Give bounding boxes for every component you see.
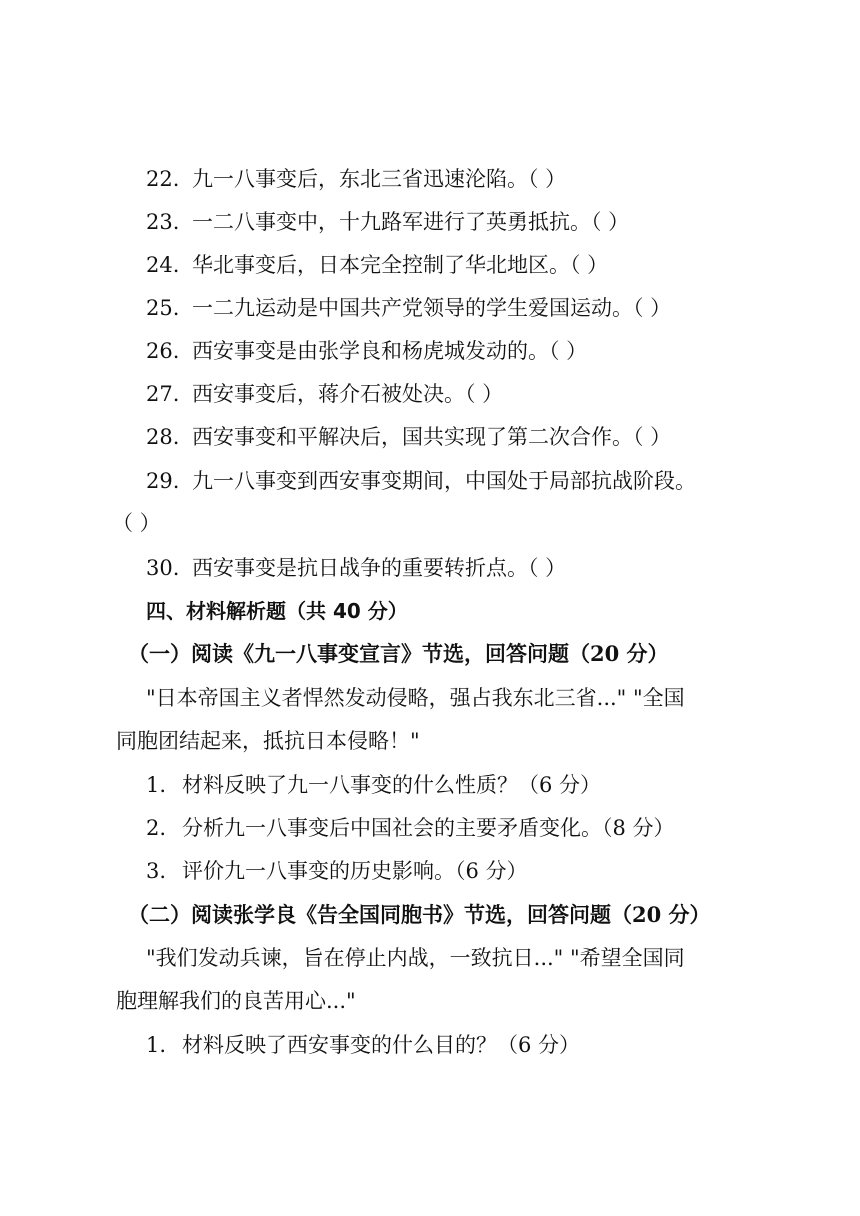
question-29-continuation: （ ）: [112, 511, 161, 535]
question-number: 30.: [146, 556, 180, 580]
part-1-question-3: [0, 856, 860, 886]
question-text: 分析九一八事变后中国社会的主要矛盾变化。（8 分）: [182, 816, 675, 840]
question-29: [0, 466, 860, 496]
question-number: 3.: [146, 859, 167, 883]
question-number: 1.: [146, 1033, 167, 1057]
question-number: 1.: [146, 773, 167, 797]
part-1-title: （一）阅读《九一八事变宣言》节选，回答问题（20 分）: [128, 641, 669, 666]
question-text: 材料反映了西安事变的什么目的？（6 分）: [182, 1033, 581, 1057]
question-text: 西安事变是由张学良和杨虎城发动的。（ ）: [192, 339, 588, 363]
question-text: 材料反映了九一八事变的什么性质？（6 分）: [182, 773, 602, 797]
question-number: 27.: [146, 382, 180, 406]
part-2-title: （二）阅读张学良《告全国同胞书》节选，回答问题（20 分）: [128, 902, 711, 927]
question-text: 西安事变后，蒋介石被处决。（ ）: [192, 382, 504, 406]
question-text: 华北事变后，日本完全控制了华北地区。（ ）: [192, 253, 609, 277]
part-2-quote-line-1: "我们发动兵谏，旨在停止内战，一致抗日..." "希望全国同: [146, 946, 685, 970]
question-number: 24.: [146, 253, 180, 277]
part-1-question-1: [0, 770, 860, 800]
question-number: 25.: [146, 296, 180, 320]
part-2-question-1: [0, 1030, 860, 1060]
question-28: [0, 422, 860, 452]
question-text: 一二八事变中，十九路军进行了英勇抵抗。（ ）: [192, 210, 630, 234]
question-text: 九一八事变后，东北三省迅速沦陷。（ ）: [192, 167, 567, 191]
question-27: [0, 379, 860, 409]
question-number: 26.: [146, 339, 180, 363]
section-heading: 四、材料解析题（共 40 分）: [146, 599, 408, 623]
question-number: 23.: [146, 210, 180, 234]
part-1-quote-line-2: 同胞团结起来，抵抗日本侵略！": [116, 729, 420, 753]
part-1-question-2: [0, 813, 860, 843]
question-number: 22.: [146, 167, 180, 191]
question-23: [0, 207, 860, 237]
question-text: 西安事变和平解决后，国共实现了第二次合作。（ ）: [192, 425, 672, 449]
question-number: 28.: [146, 425, 180, 449]
part-2-quote-line-2: 胞理解我们的良苦用心...": [116, 989, 356, 1013]
question-25: [0, 293, 860, 323]
question-text: 西安事变是抗日战争的重要转折点。（ ）: [192, 556, 567, 580]
question-30: [0, 553, 860, 583]
question-text: 九一八事变到西安事变期间，中国处于局部抗战阶段。: [192, 469, 696, 493]
question-number: 2.: [146, 816, 167, 840]
question-text: 评价九一八事变的历史影响。（6 分）: [182, 859, 528, 883]
question-number: 29.: [146, 469, 180, 493]
part-1-quote-line-1: "日本帝国主义者悍然发动侵略，强占我东北三省..." "全国: [146, 686, 685, 710]
question-26: [0, 336, 860, 366]
question-text: 一二九运动是中国共产党领导的学生爱国运动。（ ）: [192, 296, 672, 320]
question-22: [0, 164, 860, 194]
question-24: [0, 250, 860, 280]
